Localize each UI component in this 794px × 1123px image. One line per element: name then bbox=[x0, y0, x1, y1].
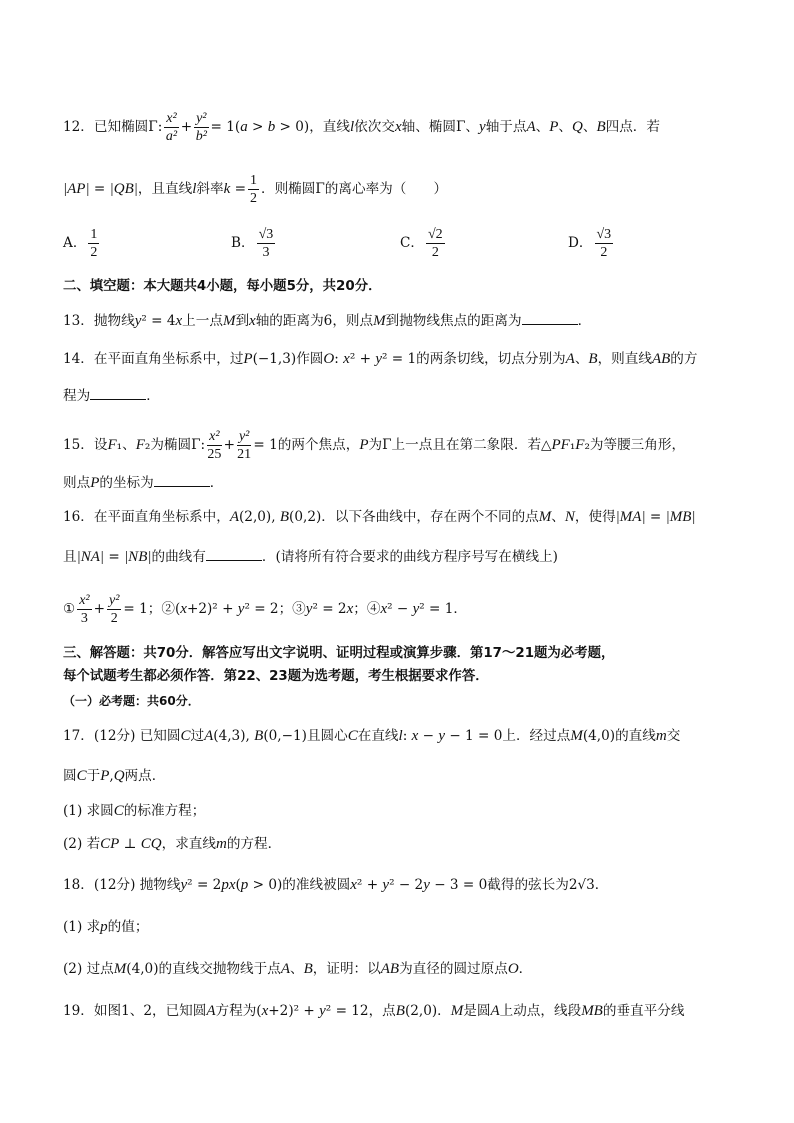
q18-part1: (1) 求p的值； bbox=[63, 919, 149, 935]
q15-answer-blank[interactable] bbox=[154, 474, 210, 487]
q18-line1: 18．(12分) 抛物线y² = 2px(p > 0)的准线被圆x² + y² − 2y − 3 = 0截得的弦长为2√3． bbox=[63, 877, 609, 893]
q17-part1: (1) 求圆C的标准方程； bbox=[63, 803, 206, 819]
q15-line2: 则点P的坐标为 ． bbox=[63, 475, 224, 491]
q16-line1: 16．在平面直角坐标系中，A(2,0), B(0,2)．以下各曲线中，存在两个不同的点M、N，使得|MA| = |MB| bbox=[63, 509, 696, 525]
q12-option-c[interactable]: C． $\frac{√2}{2}$ bbox=[400, 227, 443, 260]
q12-option-a[interactable]: A． $\frac{1}{2}$ bbox=[63, 227, 98, 260]
q13-answer-blank[interactable] bbox=[522, 312, 578, 325]
q16-line2: 且|NA| = |NB|的曲线有 ．(请将所有符合要求的曲线方程序号写在横线上) bbox=[63, 549, 558, 565]
q17-part2: (2) 若CP ⊥ CQ，求直线m的方程． bbox=[63, 836, 282, 852]
q14-line1: 14．在平面直角坐标系中，过P(−1,3)作圆O: x² + y² = 1的两条切线，切点分别为A、B，则直线AB的方 bbox=[63, 351, 698, 367]
q18-part2: (2) 过点M(4,0)的直线交抛物线于点A、B，证明：以AB为直径的圆过原点O． bbox=[63, 961, 533, 977]
q16-answer-blank[interactable] bbox=[206, 548, 262, 561]
q14-line2: 程为 ． bbox=[63, 388, 160, 404]
q12-option-d[interactable]: D． $\frac{√3}{2}$ bbox=[568, 227, 612, 260]
q13: 13．抛物线y² = 4x上一点M到x轴的距离为6，则点M到抛物线焦点的距离为 ． bbox=[63, 313, 592, 329]
q14-answer-blank[interactable] bbox=[90, 387, 146, 400]
q12-line1: 12．已知椭圆Γ: $\frac{\text{x²}}{\text{a²}}$ + $\frac{\text{y²}}{\text{b²}}$ = 1(a > b > 0)，直线l依次交x轴、椭圆Γ、y轴于点A、P、Q、B四点．若 bbox=[63, 111, 660, 144]
section-3-heading-line2: 每个试题考生都必须作答．第22、23题为选考题，考生根据要求作答． bbox=[63, 669, 489, 684]
q17-line1: 17．(12分) 已知圆C过A(4,3), B(0,−1)且圆心C在直线l: x − y − 1 = 0上．经过点M(4,0)的直线m交 bbox=[63, 728, 681, 744]
section-3-heading-line1: 三、解答题：共70分．解答应写出文字说明、证明过程或演算步骤．第17～21题为必考题， bbox=[63, 646, 615, 661]
q17-line2: 圆C于P,Q两点． bbox=[63, 768, 166, 784]
q19-line1: 19．如图1、2，已知圆A方程为(x+2)² + y² = 12，点B(2,0)．M是圆A上动点，线段MB的垂直平分线 bbox=[63, 1003, 685, 1019]
q12-line2: |AP| = |QB|，且直线l斜率k = $\frac{1}{2}$ ．则椭圆Γ的离心率为（ ） bbox=[63, 173, 448, 206]
q16-line3: ① $\frac{\text{x²}}{3}$ + $\frac{\text{y²}}{2}$ = 1；②(x+2)² + y² = 2；③y² = 2x；④x² − y² = 1． bbox=[63, 593, 468, 626]
q15-line1: 15．设F₁、F₂为椭圆Γ: $\frac{\text{x²}}{25}$ + $\frac{\text{y²}}{21}$ = 1的两个焦点，P为Γ上一点且在第二象限．若△PF₁F₂为等腰三角形， bbox=[63, 429, 686, 462]
section-2-heading: 二、填空题：本大题共4小题，每小题5分，共20分． bbox=[63, 279, 382, 294]
q12-option-b[interactable]: B． $\frac{√3}{3}$ bbox=[231, 227, 274, 260]
section-3-subheading: （一）必考题：共60分． bbox=[63, 694, 200, 708]
